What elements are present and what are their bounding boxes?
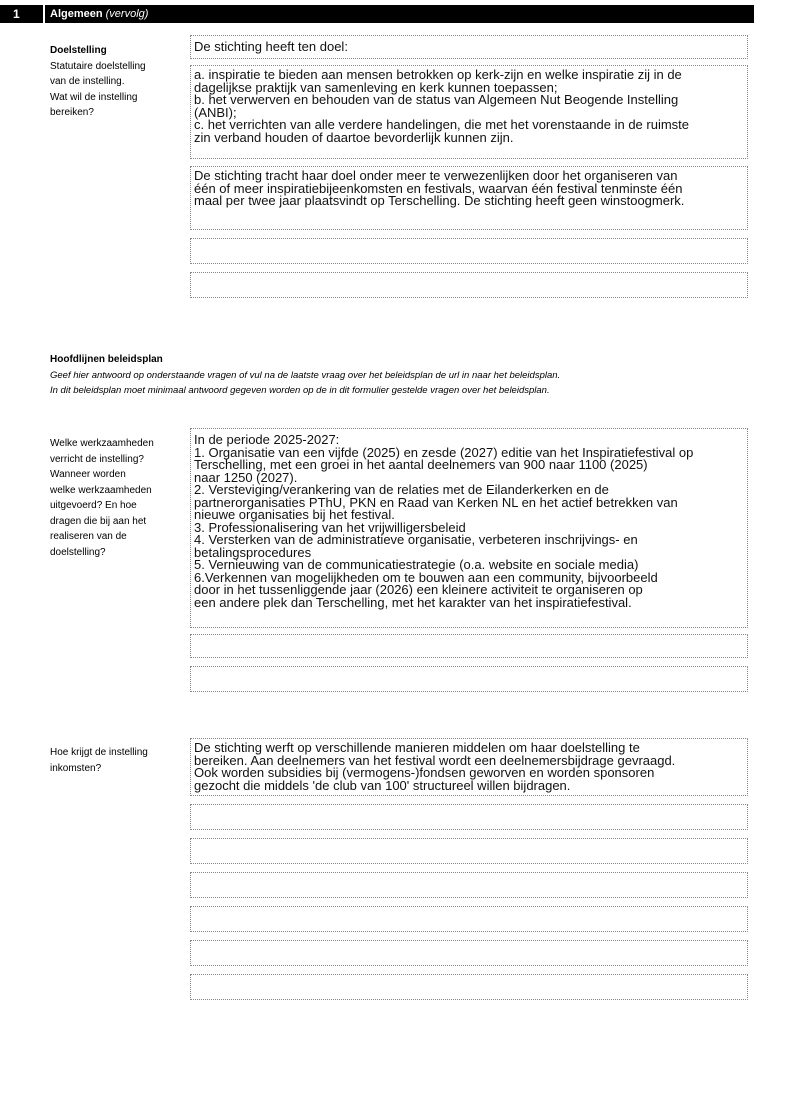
doelstelling-title: Doelstelling <box>50 45 107 56</box>
inkomsten-answer <box>194 742 746 792</box>
werkzaamheden-label-line: Wanneer worden <box>50 469 126 480</box>
answer-line: De stichting tracht haar doel onder meer te verwezenlijken door het organiseren van <box>194 168 678 183</box>
doelstelling-field[interactable] <box>190 272 748 298</box>
beleidsplan-note: In dit beleidsplan moet minimaal antwoord gegeven worden op de in dit formulier gestelde vragen over het beleidsplan. <box>50 385 550 396</box>
doelstelling-label-line: bereiken? <box>50 107 94 118</box>
werkzaamheden-label-line: welke werkzaamheden <box>50 484 152 496</box>
doelstelling-answer-intro <box>194 41 746 54</box>
inkomsten-field[interactable] <box>190 974 748 1000</box>
doelstelling-answer-extra <box>194 170 746 208</box>
answer-line: gezocht die middels 'de club van 100' structureel willen bijdragen. <box>194 777 571 793</box>
answer-line: (ANBI); <box>194 104 237 120</box>
werkzaamheden-label-line: doelstelling? <box>50 546 106 558</box>
answer-line: 2. Versteviging/verankering van de relaties met de Eilanderkerken en de <box>194 482 609 497</box>
answer-line: dagelijkse praktijk van samenleving en kerk kunnen toepassen; <box>194 79 558 95</box>
answer-line: naar 1250 (2027). <box>194 469 298 485</box>
answer-line: partnerorganisaties PThU, PKN en Raad van Kerken NL en het actief betrekken van <box>194 494 678 510</box>
inkomsten-label <box>50 745 180 776</box>
answer-line: Terschelling, met een groei in het aantal deelnemers van 900 naar 1100 (2025) <box>194 457 648 472</box>
werkzaamheden-label-line: verricht de instelling? <box>50 453 144 465</box>
answer-line: 6.Verkennen van mogelijkheden om te bouwen aan een community, bijvoorbeeld <box>194 569 658 585</box>
werkzaamheden-label-line: dragen die bij aan het <box>50 515 147 527</box>
section-title-main: Algemeen <box>50 8 103 20</box>
answer-line: bereiken. Aan deelnemers van het festival wordt een deelnemersbijdrage gevraagd. <box>194 752 676 768</box>
inkomsten-field[interactable] <box>190 838 748 864</box>
inkomsten-label-line: Hoe krijgt de instelling <box>50 747 148 758</box>
inkomsten-field[interactable] <box>190 940 748 966</box>
answer-line: een andere plek dan Terschelling, met het karakter van het inspiratiefestival. <box>194 594 632 610</box>
doelstelling-label-line: Wat wil de instelling <box>50 91 138 103</box>
inkomsten-field[interactable] <box>190 872 748 898</box>
answer-line: c. het verrichten van alle verdere handelingen, die met het vorenstaande in de ruimste <box>194 117 690 132</box>
doelstelling-label-line: van de instelling. <box>50 76 125 87</box>
answer-line: betalingsprocedures <box>194 544 312 560</box>
answer-line: In de periode 2025-2027: <box>194 432 340 447</box>
answer-line: zin verband houden of daartoe bevorderlijk kunnen zijn. <box>194 129 514 145</box>
doelstelling-answer-list <box>194 69 746 144</box>
section-title-sub: (vervolg) <box>105 8 149 20</box>
beleidsplan-heading <box>50 352 750 399</box>
inkomsten-field[interactable] <box>190 906 748 932</box>
beleidsplan-note: Geef hier antwoord op onderstaande vragen of vul na de laatste vraag over het beleidsplan de url in naar het beleidsplan. <box>50 369 561 381</box>
inkomsten-field[interactable] <box>190 804 748 830</box>
werkzaamheden-label-line: realiseren van de <box>50 531 127 542</box>
answer-line: De stichting heeft ten doel: <box>194 39 348 54</box>
werkzaamheden-answer <box>194 434 746 609</box>
answer-line: 3. Professionalisering van het vrijwilligersbeleid <box>194 519 466 535</box>
answer-line: De stichting werft op verschillende manieren middelen om haar doelstelling te <box>194 740 640 755</box>
answer-line: Ook worden subsidies bij (vermogens-)fondsen geworven en worden sponsoren <box>194 765 655 780</box>
answer-line: maal per twee jaar plaatsvindt op Terschelling. De stichting heeft geen winstoogmerk. <box>194 193 685 208</box>
beleidsplan-title: Hoofdlijnen beleidsplan <box>50 354 163 365</box>
answer-line: b. het verwerven en behouden van de status van Algemeen Nut Beogende Instelling <box>194 92 679 107</box>
answer-line: nieuwe organisaties bij het festival. <box>194 507 395 522</box>
doelstelling-field[interactable] <box>190 238 748 264</box>
answer-line: één of meer inspiratiebijeenkomsten en festivals, waarvan één festival tenminste één <box>194 180 683 196</box>
werkzaamheden-field[interactable] <box>190 666 748 692</box>
werkzaamheden-label <box>50 436 180 560</box>
werkzaamheden-label-line: uitgevoerd? En hoe <box>50 500 137 511</box>
answer-line: a. inspiratie te bieden aan mensen betrokken op kerk-zijn en welke inspiratie zij in de <box>194 67 682 82</box>
section-number: 1 <box>0 5 43 23</box>
answer-line: door in het tussenliggende jaar (2026) een kleinere activiteit te organiseren op <box>194 582 643 597</box>
section-title <box>45 5 754 23</box>
werkzaamheden-field[interactable] <box>190 634 748 658</box>
werkzaamheden-label-line: Welke werkzaamheden <box>50 438 154 449</box>
section-header <box>0 5 754 23</box>
answer-line: 1. Organisatie van een vijfde (2025) en zesde (2027) editie van het Inspiratiefestival op <box>194 444 694 460</box>
inkomsten-label-line: inkomsten? <box>50 762 102 774</box>
doelstelling-label-line: Statutaire doelstelling <box>50 60 146 72</box>
doelstelling-label <box>50 43 180 121</box>
answer-line: 5. Vernieuwing van de communicatiestrategie (o.a. website en sociale media) <box>194 557 639 572</box>
answer-line: 4. Versterken van de administratieve organisatie, verbeteren inschrijvings- en <box>194 532 638 547</box>
